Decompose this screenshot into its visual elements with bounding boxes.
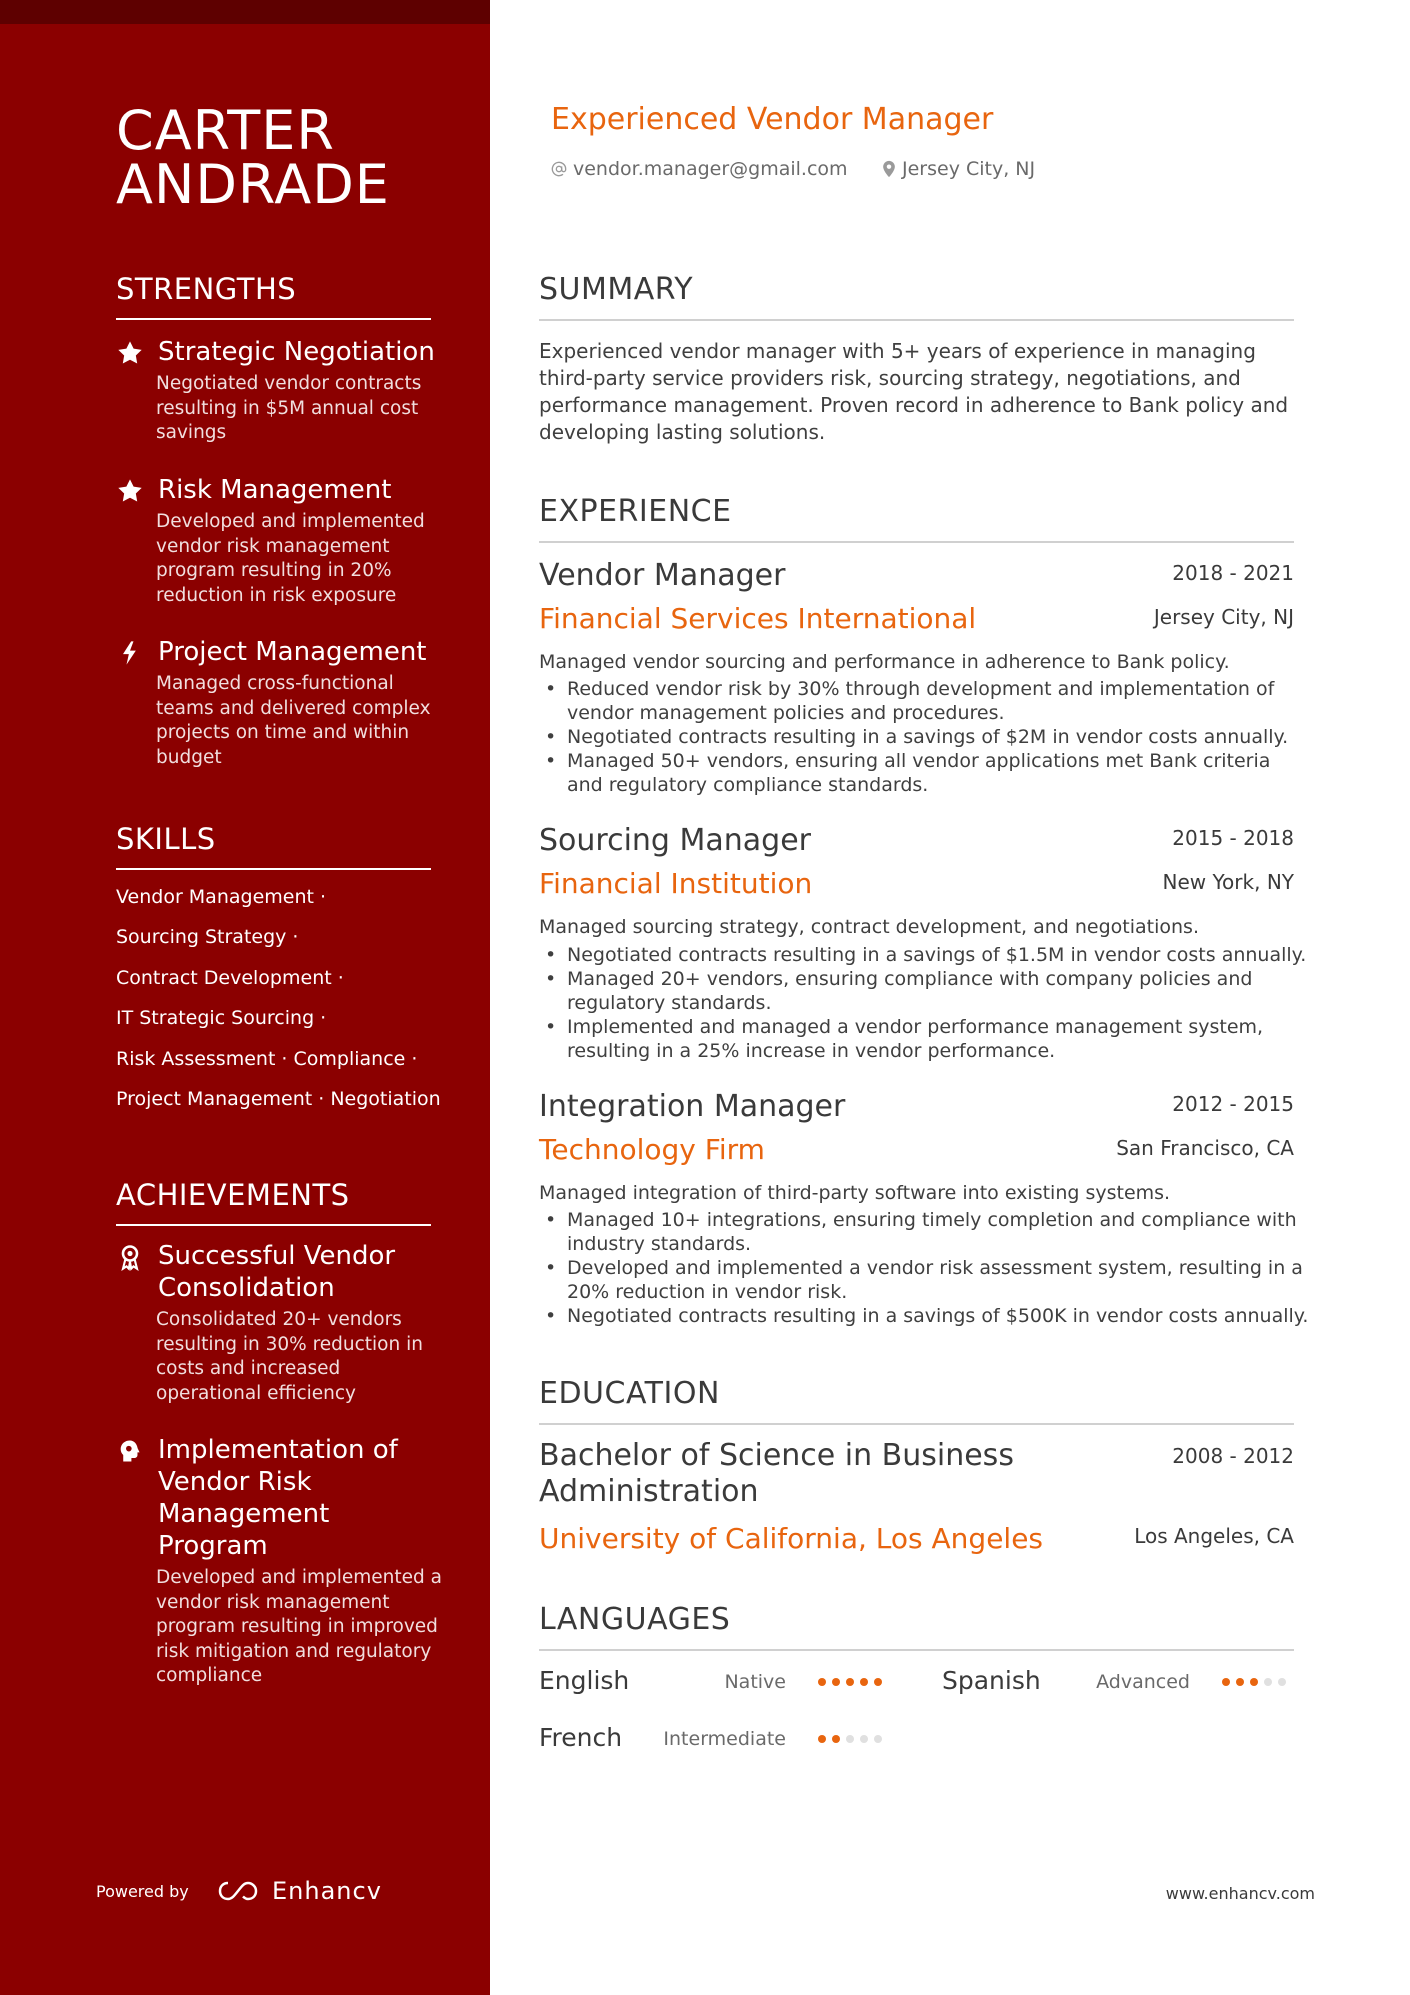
job-dates: 2018 - 2021 (1172, 561, 1294, 585)
skill-item: IT Strategic Sourcing · (116, 1007, 327, 1029)
job-company: Financial Services International (539, 602, 977, 635)
skills-title: SKILLS (116, 822, 431, 870)
language-rating (818, 1735, 888, 1743)
bullet-item: • Managed 10+ integrations, ensuring timely completion and compliance with industry standards. (539, 1208, 1309, 1256)
language-rating (818, 1678, 888, 1686)
bullet-item: • Negotiated contracts resulting in a savings of $1.5M in vendor costs annually. (539, 943, 1309, 967)
job-location: San Francisco, CA (1116, 1136, 1294, 1160)
strength-title: Project Management (158, 637, 427, 667)
job-dates: 2012 - 2015 (1172, 1092, 1294, 1116)
headline: Experienced Vendor Manager (551, 102, 994, 137)
summary-text: Experienced vendor manager with 5+ years of experience in managing third-party service providers risk, sourcing strategy, negotiations, and performance management. Proven record in adherence to Bank policy and developing lasting solutions. (539, 339, 1289, 444)
rating-dot-empty (1264, 1678, 1272, 1686)
achievement-title: Implementation of Vendor Risk Management Program (158, 1435, 398, 1561)
rating-dot-empty (874, 1735, 882, 1743)
rating-dot-filled (832, 1678, 840, 1686)
strength-title: Strategic Negotiation (158, 337, 435, 367)
language-level: Intermediate (663, 1728, 786, 1750)
language-name: Spanish (942, 1666, 1041, 1695)
job-description: Managed vendor sourcing and performance in adherence to Bank policy. (539, 651, 1230, 673)
rating-dot-filled (860, 1678, 868, 1686)
bullet-item: • Negotiated contracts resulting in a savings of $2M in vendor costs annually. (539, 725, 1309, 749)
job-location: New York, NY (1162, 870, 1294, 894)
job-bullets (539, 1208, 1309, 1328)
rating-dot-filled (818, 1678, 826, 1686)
job-bullets (539, 943, 1309, 1063)
achievement-desc: Consolidated 20+ vendors resulting in 30% reduction in costs and increased operational efficiency (156, 1309, 423, 1404)
name-last: ANDRADE (116, 153, 390, 216)
skill-item: Contract Development · (116, 967, 344, 989)
job-location: Jersey City, NJ (1153, 605, 1294, 629)
education-title: EDUCATION (539, 1376, 1294, 1425)
rating-dot-filled (832, 1735, 840, 1743)
rating-dot-filled (846, 1678, 854, 1686)
enhancv-brand-text: Enhancv (272, 1877, 382, 1905)
location-pin-icon (882, 160, 896, 178)
email-text: vendor.manager@gmail.com (573, 158, 848, 180)
achievement-title: Successful Vendor Consolidation (158, 1241, 396, 1303)
rating-dot-empty (1278, 1678, 1286, 1686)
candidate-name (116, 99, 476, 216)
bullet-item: • Managed 50+ vendors, ensuring all vendor applications met Bank criteria and regulatory compliance standards. (539, 749, 1309, 797)
star-icon (116, 339, 144, 367)
strength-desc: Developed and implemented vendor risk management program resulting in 20% reduction in risk exposure (156, 511, 425, 606)
strengths-title: STRENGTHS (116, 272, 431, 320)
strength-item (116, 636, 446, 770)
language-name: French (539, 1723, 623, 1752)
strength-item (116, 336, 446, 446)
award-icon (116, 1243, 144, 1271)
experience-title: EXPERIENCE (539, 494, 1294, 543)
achievement-item (116, 1434, 446, 1689)
rating-dot-filled (874, 1678, 882, 1686)
enhancv-logo-icon (216, 1879, 262, 1903)
at-icon (551, 161, 567, 177)
skill-item: Vendor Management · (116, 886, 327, 908)
education-school: University of California, Los Angeles (539, 1522, 1044, 1555)
language-name: English (539, 1666, 630, 1695)
education-location: Los Angeles, CA (1134, 1524, 1294, 1548)
powered-by-label: Powered by (96, 1882, 189, 1901)
location-text: Jersey City, NJ (902, 158, 1036, 180)
job-title: Sourcing Manager (539, 823, 812, 858)
rating-dot-filled (1222, 1678, 1230, 1686)
bullet-item: • Developed and implemented a vendor risk assessment system, resulting in a 20% reduction in vendor risk. (539, 1256, 1309, 1304)
rating-dot-empty (860, 1735, 868, 1743)
strength-title: Risk Management (158, 475, 392, 505)
language-level: Native (724, 1671, 786, 1693)
bullet-item: • Implemented and managed a vendor performance management system, resulting in a 25% increase in vendor performance. (539, 1015, 1309, 1063)
education-dates: 2008 - 2012 (1172, 1444, 1294, 1468)
job-company: Technology Firm (539, 1133, 765, 1166)
sidebar (0, 0, 490, 1995)
bullet-item: • Negotiated contracts resulting in a savings of $500K in vendor costs annually. (539, 1304, 1309, 1328)
job-company: Financial Institution (539, 867, 813, 900)
summary-title: SUMMARY (539, 272, 1294, 321)
language-level: Advanced (1096, 1671, 1190, 1693)
rating-dot-filled (818, 1735, 826, 1743)
language-rating (1222, 1678, 1292, 1686)
enhancv-logo[interactable] (216, 1876, 382, 1906)
job-title: Vendor Manager (539, 558, 786, 593)
bullet-item: • Reduced vendor risk by 30% through development and implementation of vendor management policies and procedures. (539, 677, 1309, 725)
job-description: Managed integration of third-party software into existing systems. (539, 1182, 1171, 1204)
star-icon (116, 477, 144, 505)
lightning-icon (116, 639, 144, 667)
job-bullets (539, 677, 1309, 797)
contact-email[interactable] (551, 158, 848, 180)
skill-item: Sourcing Strategy · (116, 926, 299, 948)
achievements-title: ACHIEVEMENTS (116, 1178, 431, 1226)
skill-item: Project Management · Negotiation (116, 1088, 441, 1110)
brain-icon (116, 1437, 144, 1465)
sidebar-top-bar (0, 0, 490, 24)
job-dates: 2015 - 2018 (1172, 826, 1294, 850)
languages-title: LANGUAGES (539, 1602, 1294, 1651)
website-link[interactable]: www.enhancv.com (1165, 1884, 1315, 1903)
education-degree: Bachelor of Science in Business Administration (539, 1438, 1014, 1509)
achievement-item (116, 1240, 446, 1406)
bullet-item: • Managed 20+ vendors, ensuring compliance with company policies and regulatory standards. (539, 967, 1309, 1015)
name-first: CARTER (116, 99, 335, 162)
job-description: Managed sourcing strategy, contract development, and negotiations. (539, 916, 1199, 938)
achievement-desc: Developed and implemented a vendor risk management program resulting in improved risk mitigation and regulatory compliance (156, 1567, 443, 1686)
contact-location (882, 158, 1035, 180)
rating-dot-filled (1250, 1678, 1258, 1686)
strength-desc: Negotiated vendor contracts resulting in $5M annual cost savings (156, 373, 422, 443)
job-title: Integration Manager (539, 1089, 846, 1124)
rating-dot-filled (1236, 1678, 1244, 1686)
skill-item: Risk Assessment · Compliance · (116, 1048, 418, 1070)
strength-desc: Managed cross-functional teams and delivered complex projects on time and within budget (156, 673, 431, 768)
strength-item (116, 474, 446, 608)
rating-dot-empty (846, 1735, 854, 1743)
